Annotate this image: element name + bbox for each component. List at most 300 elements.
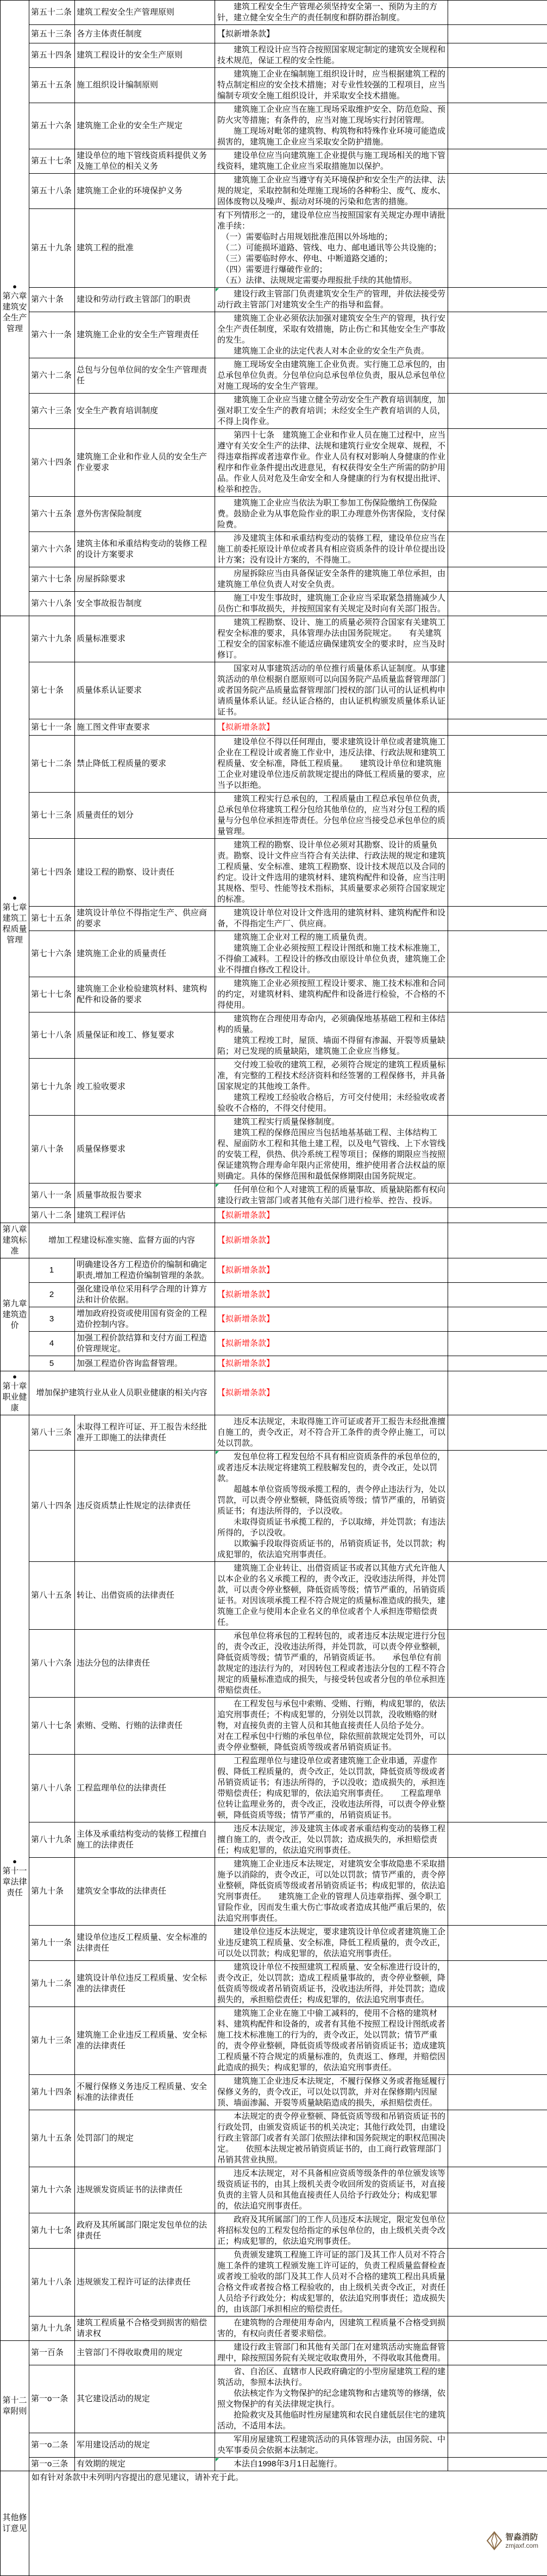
notes-cell — [448, 149, 547, 174]
content-paragraph: 国家对从事建筑活动的单位推行质量体系认证制度。从事建筑活动的单位根据自愿原则可以向国务院产品质量监督管理部门或者国务院产品质量监督管理部门授权的部门认可的认证机构申请质量体系认证。经认证合格的，由认证机构颁发质量体系认证证书。 — [217, 663, 445, 718]
content-paragraph: 省、自治区、直辖市人民政府确定的小型房屋建筑工程的建筑活动，参照本法执行。 — [217, 2366, 445, 2388]
notes-cell — [448, 1012, 547, 1059]
article-content-cell — [215, 1961, 448, 2007]
article-topic-cell: 加强工程造价咨询监督管理。 — [75, 1356, 215, 1371]
notes-cell — [448, 1858, 547, 1926]
article-content-cell — [215, 1116, 448, 1183]
article-number-cell: 第五十六条 — [29, 103, 75, 149]
table-row — [1, 2075, 547, 2110]
article-topic-cell: 施工组织设计编制原则 — [75, 68, 215, 103]
content-paragraph: 有下列情形之一的，建设单位应当按照国家有关规定办理申请批准手续： — [217, 210, 445, 232]
table-row — [1, 1371, 547, 1415]
article-content-cell — [215, 1451, 448, 1562]
article-topic-cell: 不履行保修义务违反工程质量、安全标准的法律责任 — [75, 2075, 215, 2110]
table-row — [1, 977, 547, 1012]
table-row — [1, 1562, 547, 1630]
article-topic-cell: 建筑施工企业的安全生产管理责任 — [75, 312, 215, 358]
article-number-cell: 第六十一条 — [29, 312, 75, 358]
article-topic-cell: 建筑设计单位不得指定生产、供应商的要求 — [75, 907, 215, 931]
article-content-cell — [215, 931, 448, 977]
article-number-cell: 第九十六条 — [29, 2167, 75, 2213]
article-content-cell — [215, 1698, 448, 1755]
table-row — [1, 532, 547, 567]
article-number-cell: 第一o一条 — [29, 2365, 75, 2433]
content-paragraph: 建筑施工企业在编制施工组织设计时，应当根据建筑工程的特点制定相应的安全技术措施；对专业性较强的工程项目，应当编制专项安全施工组织设计，并采取安全技术措施。 — [217, 69, 445, 102]
article-content-cell — [215, 394, 448, 429]
content-paragraph: 【拟新增条款】 — [217, 1338, 445, 1349]
article-topic-cell: 建筑施工企业的环境保护义务 — [75, 174, 215, 209]
notes-cell — [448, 1, 547, 25]
content-paragraph: 【拟新增条款】 — [217, 1235, 445, 1246]
content-paragraph: 建筑工程竣工经验收合格后，方可交付使用；未经验收或者验收不合格的，不得交付使用。 — [217, 1092, 445, 1114]
content-paragraph: 建筑施工企业必须按照工程设计要求、施工技术标准和合同的约定，对建筑材料、建筑构配件和设备进行检验，不合格的不得使用。 — [217, 978, 445, 1011]
content-paragraph: 在工程发包与承包中索贿、受贿、行贿，构成犯罪的，依法追究刑事责任；不构成犯罪的，分别处以罚款，没收贿赂的财物，对直接负责的主管人员和其他直接责任人员给予处分。 对在工程承包中行贿的承包单位，除依照前款规定处罚外，可以责令停业整顿，降低资质等级或者吊销资质证书。 — [217, 1699, 445, 1753]
notes-cell — [448, 2110, 547, 2167]
article-topic-cell: 建设单位违反工程质量、安全标准的法律责任 — [75, 1926, 215, 1961]
article-topic-cell: 建筑工程质量不合格受到损害的赔偿请求权 — [75, 2316, 215, 2341]
article-topic-cell: 禁止降低工程质量的要求 — [75, 736, 215, 793]
article-topic-cell: 质量体系认证要求 — [75, 662, 215, 719]
table-row — [1, 1698, 547, 1755]
content-paragraph: 建筑施工企业的法定代表人对本企业的安全生产负责。 — [217, 346, 445, 357]
content-paragraph: 【拟新增条款】 — [217, 1289, 445, 1300]
content-paragraph: 【拟新增条款】 — [217, 1358, 445, 1369]
table-row — [1, 592, 547, 616]
notes-cell — [448, 1183, 547, 1208]
article-number-cell: 第九十九条 — [29, 2316, 75, 2341]
notes-cell — [448, 394, 547, 429]
table-row — [1, 2365, 547, 2433]
content-paragraph: 建设单位应当向建筑施工企业提供与施工现场相关的地下管线资料，建筑施工企业应当采取措施加以保护。 — [217, 150, 445, 172]
chapter-label: 第七章建筑工程质量管理 — [1, 902, 28, 946]
footer-note: 如有针对条款中未列明内容提出的意见建议，请补充于此。 — [32, 2472, 545, 2483]
watermark-text — [505, 2533, 538, 2549]
table-row — [1, 2249, 547, 2316]
table-row — [1, 1208, 547, 1223]
article-topic-cell: 违反资质禁止性规定的法律责任 — [75, 1451, 215, 1562]
table-row — [1, 1012, 547, 1059]
notes-cell — [448, 1283, 547, 1307]
notes-cell — [448, 2213, 547, 2249]
article-content-cell — [215, 429, 448, 497]
table-row — [1, 719, 547, 736]
article-topic-cell: 建设工程的勘察、设计责任 — [75, 839, 215, 907]
article-topic-cell: 竣工验收要求 — [75, 1059, 215, 1116]
article-content-cell — [215, 312, 448, 358]
article-topic-cell: 质量保证和竣工、修复要求 — [75, 1012, 215, 1059]
notes-cell — [448, 1415, 547, 1451]
article-topic-cell: 违规颁发工程许可证的法律责任 — [75, 2249, 215, 2316]
content-paragraph: 军用房屋建筑工程建筑活动的具体管理办法，由国务院、中央军事委员会依据本法制定。 — [217, 2434, 445, 2456]
article-content-cell — [215, 2458, 448, 2471]
table-row — [1, 103, 547, 149]
table-row — [1, 312, 547, 358]
chapter-label: 第十章职业健康 — [1, 1381, 28, 1414]
notes-cell — [448, 719, 547, 736]
article-content-cell — [215, 2110, 448, 2167]
content-paragraph: 【拟新增条款】 — [217, 1314, 445, 1325]
article-content-cell — [215, 1307, 448, 1332]
article-content-cell — [215, 2167, 448, 2213]
notes-cell — [448, 1208, 547, 1223]
content-paragraph: 建筑工程勘察、设计、施工的质量必须符合国家有关建筑工程安全标准的要求，具体管理办法由国务院规定。 有关建筑工程安全的国家标准不能适应确保建筑安全的要求时，应当及时修订。 — [217, 617, 445, 661]
table-row — [1, 1858, 547, 1926]
footer-content-cell — [29, 2471, 547, 2576]
article-content-cell — [215, 2433, 448, 2458]
article-number-cell: 第六十六条 — [29, 532, 75, 567]
table-row — [1, 1307, 547, 1332]
article-number-cell: 第七十六条 — [29, 931, 75, 977]
article-topic-cell: 处罚部门的规定 — [75, 2110, 215, 2167]
content-paragraph: 本法规定的责令停业整顿、降低资质等级和吊销资质证书的行政处罚，由颁发资质证书的机关决定；其他行政处罚，由建设行政主管部门或者有关部门依照法律和国务院规定的职权范围决定。 依照本法规定被吊销资质证书的，由工商行政管理部门吊销其营业执照。 — [217, 2111, 445, 2166]
article-content-cell — [215, 1822, 448, 1858]
table-row — [1, 2471, 547, 2576]
article-number-cell: 第六十二条 — [29, 358, 75, 394]
content-paragraph: 建设单位不得以任何理由，要求建筑设计单位或者建筑施工企业在工程设计或者施工作业中，违反法律、行政法规和建筑工程质量、安全标准，降低工程质量。 建筑设计单位和建筑施工企业对建设单位违反前款规定提出的降低工程质量的要求，应当予以拒绝。 — [217, 737, 445, 791]
article-number-cell: 第六十九条 — [29, 616, 75, 662]
notes-cell — [448, 907, 547, 931]
content-paragraph: 建筑工程实行质量保修制度。 — [217, 1117, 445, 1128]
content-paragraph: 工程监理单位与建设单位或者建筑施工企业串通，弄虚作假、降低工程质量的，责令改正，处以罚款，降低资质等级或者吊销资质证书；有违法所得的，予以没收；造成损失的，承担连带赔偿责任；构成犯罪的，依法追究刑事责任。 工程监理单位转让监理业务的，责令改正，没收违法所得，可以责令停业整顿，降低资质等级；情节严重的，吊销资质证书。 — [217, 1756, 445, 1821]
article-number-cell: 3 — [29, 1307, 75, 1332]
article-number-cell: 第八十三条 — [29, 1415, 75, 1451]
watermark-name: 智淼消防 — [505, 2533, 538, 2542]
article-number-cell: 第九十四条 — [29, 2075, 75, 2110]
cell-note-marker-icon — [216, 1184, 219, 1187]
table-row — [1, 394, 547, 429]
notes-cell — [448, 1451, 547, 1562]
article-topic-cell: 建筑施工企业违反工程质量、安全标准的法律责任 — [75, 2007, 215, 2075]
content-paragraph: 【拟新增条款】 — [217, 1210, 445, 1221]
content-paragraph: 建筑施工企业转让、出借资质证书或者以其他方式允许他人以本企业的名义承揽工程的，责令改正，没收违法所得，并处罚款，可以责令停业整顿，降低资质等级；情节严重的，吊销资质证书。对因该项承揽工程不符合规定的质量标准造成的损失，建筑施工企业与使用本企业名义的单位或者个人承担连带赔偿责任。 — [217, 1563, 445, 1628]
article-topic-cell: 主管部门不得收取费用的规定 — [75, 2341, 215, 2365]
notes-cell — [448, 2458, 547, 2471]
notes-cell — [448, 839, 547, 907]
article-number-cell: 第七十五条 — [29, 907, 75, 931]
content-paragraph: 违反本法规定，未取得施工许可证或者开工报告未经批准擅自施工的，责令改正，对不符合开工条件的责令停止施工，可以处以罚款。 — [217, 1416, 445, 1449]
notes-cell — [448, 567, 547, 592]
content-paragraph: （四）需要进行爆破作业的； — [217, 264, 445, 275]
article-number-cell: 第五十五条 — [29, 68, 75, 103]
content-paragraph: 建筑工程的勘察、设计单位必须对其勘察、设计的质量负责。勘察、设计文件应当符合有关法律、行政法规的规定和建筑工程质量、安全标准、建筑工程勘察、设计技术规范以及合同的约定。设计文件选用的建筑材料、建筑构配件和设备，应当注明其规格、型号、性能等技术指标，其质量要求必须符合国家规定的标准。 — [217, 840, 445, 905]
table-row — [1, 1223, 547, 1258]
article-content-cell — [215, 1356, 448, 1371]
watermark — [486, 2531, 538, 2550]
content-paragraph: 建筑施工企业应当遵守有关环境保护和安全生产的法律、法规的规定，采取控制和处理施工现场的各种粉尘、废气、废水、固体废物以及噪声、振动对环境的污染和危害的措施。 — [217, 175, 445, 207]
table-row — [1, 567, 547, 592]
content-paragraph: 建筑工程实行总承包的，工程质量由工程总承包单位负责，总承包单位将建筑工程分包给其他单位的，应当对分包工程的质量与分包单位承担连带责任。分包单位应当接受总承包单位的质量管理。 — [217, 794, 445, 837]
chapter-label: 第八章建筑标准 — [1, 1224, 28, 1257]
content-paragraph: （五）法律、法规规定需要办理报批手续的其他情形。 — [217, 275, 445, 286]
article-topic-cell: 加强工程价款结算和支付方面工程造价管理规定。 — [75, 1332, 215, 1356]
content-paragraph: 施工现场安全由建筑施工企业负责。实行施工总承包的，由总承包单位负责。分包单位向总承包单位负责，服从总承包单位对施工现场的安全生产管理。 — [217, 359, 445, 392]
chapter-cell — [1, 616, 29, 1223]
table-row — [1, 174, 547, 209]
content-paragraph: 以欺骗手段取得资质证书的，吊销资质证书，处以罚款；构成犯罪的，依法追究刑事责任。 — [217, 1539, 445, 1560]
notes-cell — [448, 1755, 547, 1822]
article-content-cell — [215, 1258, 448, 1283]
notes-cell — [448, 2075, 547, 2110]
article-content-cell — [215, 1926, 448, 1961]
article-content-cell — [215, 209, 448, 288]
content-paragraph: 建设单位违反本法规定，要求建筑设计单位或者建筑施工企业违反建筑工程质量、安全标准，降低工程质量的，责令改正，可以处以罚款；构成犯罪的，依法追究刑事责任。 — [217, 1927, 445, 1959]
notes-cell — [448, 793, 547, 839]
article-number-cell: 第六十五条 — [29, 497, 75, 532]
article-number-cell: 第八十六条 — [29, 1630, 75, 1698]
article-number-cell: 第五十四条 — [29, 43, 75, 68]
content-paragraph: 【拟新增条款】 — [217, 1388, 445, 1398]
article-content-cell — [215, 43, 448, 68]
footer-chapter-cell — [1, 2471, 29, 2576]
article-number-cell: 第九十二条 — [29, 1961, 75, 2007]
article-number-cell: 第九十一条 — [29, 1926, 75, 1961]
article-content-cell — [215, 1332, 448, 1356]
chapter-cell — [1, 1, 29, 616]
article-number-cell: 第七十三条 — [29, 793, 75, 839]
content-paragraph: 负责颁发建筑工程施工许可证的部门及其工作人员对不符合施工条件的建筑工程颁发施工许可证的，负责工程质量监督检查或者竣工验收的部门及其工作人员对不合格的建筑工程出具质量合格文件或者按合格工程验收的，由上级机关责令改正，对责任人员给予行政处分；构成犯罪的，依法追究刑事责任；造成损失的，由该部门承担相应的赔偿责任。 — [217, 2250, 445, 2315]
notes-cell — [448, 2365, 547, 2433]
content-paragraph: 任何单位和个人对建筑工程的质量事故、质量缺陷都有权向建设行政主管部门或者其他有关部门进行检举、控告、投诉。 — [217, 1185, 445, 1206]
table-row — [1, 68, 547, 103]
article-content-cell — [215, 1283, 448, 1307]
table-row — [1, 839, 547, 907]
article-number-cell: 第八十一条 — [29, 1183, 75, 1208]
content-paragraph: 违反本法规定，对不具备相应资质等级条件的单位颁发该等级资质证书的，由其上级机关责令收回所发的资质证书，对直接负责的主管人员和其他直接责任人员给予行政处分；构成犯罪的，依法追究刑事责任。 — [217, 2168, 445, 2212]
article-topic-cell: 建设和劳动行政主管部门的职责 — [75, 288, 215, 312]
notes-cell — [448, 2167, 547, 2213]
article-number-cell: 第五十八条 — [29, 174, 75, 209]
content-paragraph: 建筑施工企业应当在施工现场采取维护安全、防范危险、预防火灾等措施；有条件的，应当对施工现场实行封闭管理。 — [217, 104, 445, 126]
content-paragraph: （一）需要临时占用规划批准范围以外场地的； — [217, 232, 445, 243]
article-number-cell: 第八十八条 — [29, 1755, 75, 1822]
content-paragraph: 施工现场对毗邻的建筑物、构筑物和特殊作业环境可能造成损害的，建筑施工企业应当采取安全防护措施。 — [217, 126, 445, 148]
content-paragraph: 第四十七条 建筑施工企业和作业人员在施工过程中，应当遵守有关安全生产的法律、法规和建筑行业安全规章、规程，不得违章指挥或者违章作业。作业人员有权对影响人身健康的作业程序和作业条件提出改进意见，有权获得安全生产所需的防护用品。作业人员对危及生命安全和人身健康的行为有权提出批评、检举和控告。 — [217, 430, 445, 495]
notes-cell — [448, 1223, 547, 1258]
article-topic-cell: 明确建设各方工程造价的编制和确定职责,增加工程造价编制管理的条款。 — [75, 1258, 215, 1283]
notes-cell — [448, 2433, 547, 2458]
notes-cell — [448, 2249, 547, 2316]
article-topic-cell: 增加政府投资或使用国有资金的工程造价控制内容。 — [75, 1307, 215, 1332]
table-row — [1, 662, 547, 719]
article-content-cell — [215, 907, 448, 931]
content-paragraph: 建筑施工企业必须依法加强对建筑安全生产的管理，执行安全生产责任制度，采取有效措施，防止伤亡和其他安全生产事故的发生。 — [217, 313, 445, 346]
content-paragraph: 建筑工程设计应当符合按照国家规定制定的建筑安全规程和技术规范，保证工程的安全性能。 — [217, 45, 445, 66]
article-number-cell: 第九十条 — [29, 1858, 75, 1926]
article-topic-cell: 质量责任的划分 — [75, 793, 215, 839]
article-content-cell — [215, 2007, 448, 2075]
merged-topic-cell: 增加保护建筑行业从业人员职业健康的相关内容 — [29, 1371, 215, 1415]
content-paragraph: 建筑施工企业违反本法规定，对建筑安全事故隐患不采取措施予以消除的，责令改正，可以处以罚款；情节严重的，责令停业整顿，降低资质等级或者吊销资质证书；构成犯罪的，依法追究刑事责任。 建筑施工企业的管理人员违章指挥、强令职工冒险作业，因而发生重大伤亡事故或者造成其他严重后果的，依法追究刑事责任。 — [217, 1859, 445, 1924]
article-topic-cell: 建筑工程评估 — [75, 1208, 215, 1223]
article-topic-cell: 安全生产教育培训制度 — [75, 394, 215, 429]
table-row — [1, 1, 547, 25]
article-number-cell: 第五十二条 — [29, 1, 75, 25]
article-topic-cell: 违法分包的法律责任 — [75, 1630, 215, 1698]
cell-note-marker-icon — [216, 288, 219, 292]
article-topic-cell: 建筑施工企业检验建筑材料、建筑构配件和设备的要求 — [75, 977, 215, 1012]
article-content-cell — [215, 1012, 448, 1059]
content-paragraph: 【拟新增条款】 — [217, 29, 445, 40]
article-number-cell: 第六十条 — [29, 288, 75, 312]
article-topic-cell: 安全事故报告制度 — [75, 592, 215, 616]
table-row — [1, 1630, 547, 1698]
notes-cell — [448, 2341, 547, 2365]
article-content-cell — [215, 839, 448, 907]
chapter-cell — [1, 1371, 29, 1415]
chapter-label: 第十一章法律责任 — [1, 1866, 28, 1898]
notes-cell — [448, 25, 547, 43]
article-number-cell: 第七十八条 — [29, 1012, 75, 1059]
article-topic-cell: 索贿、受贿、行贿的法律责任 — [75, 1698, 215, 1755]
article-topic-cell: 未取得工程许可证、开工报告未经批准开工即施工的法律责任 — [75, 1415, 215, 1451]
article-content-cell — [215, 793, 448, 839]
article-content-cell — [215, 288, 448, 312]
content-paragraph: 承包单位将承包的工程转包的，或者违反本法规定进行分包的，责令改正，没收违法所得，并处罚款，可以责令停业整顿，降低资质等级；情节严重的，吊销资质证书。 承包单位有前款规定的违法行为的，对因转包工程或者违法分包的工程不符合规定的质量标准造成的损失，与接受转包或者分包的单位承担连带赔偿责任。 — [217, 1631, 445, 1696]
article-number-cell: 第八十五条 — [29, 1562, 75, 1630]
article-topic-cell: 强化建设单位采用科学合理的计算方法和计价依据。 — [75, 1283, 215, 1307]
table-row — [1, 1059, 547, 1116]
table-row — [1, 1116, 547, 1183]
notes-cell — [448, 931, 547, 977]
table-row — [1, 1451, 547, 1562]
table-row — [1, 1926, 547, 1961]
chapter-label: 第十二章附则 — [1, 2395, 28, 2417]
table-row — [1, 736, 547, 793]
table-row — [1, 25, 547, 43]
table-row — [1, 1755, 547, 1822]
article-content-cell — [215, 2365, 448, 2433]
article-number-cell: 第八十四条 — [29, 1451, 75, 1562]
content-paragraph: 建筑工程安全生产管理必须坚持安全第一、预防为主的方针，建立健全安全生产的责任制度和群防群治制度。 — [217, 2, 445, 23]
article-topic-cell: 质量事故报告要求 — [75, 1183, 215, 1208]
content-paragraph: 超越本单位资质等级承揽工程的，责令停止违法行为，处以罚款，可以责令停业整顿，降低资质等级；情节严重的，吊销资质证书；有违法所得的，予以没收。 — [217, 1484, 445, 1517]
article-topic-cell: 建筑施工企业的安全生产规定 — [75, 103, 215, 149]
article-topic-cell: 质量保修要求 — [75, 1116, 215, 1183]
table-row — [1, 1183, 547, 1208]
article-content-cell — [215, 1415, 448, 1451]
notes-cell — [448, 358, 547, 394]
merged-topic-cell: 增加工程建设标准实施、监督方面的内容 — [29, 1223, 215, 1258]
content-paragraph: 建设行政主管部门和其他有关部门在对建筑活动实施监督管理中，除按照国务院有关规定收取费用外，不得收取其他费用。 — [217, 2342, 445, 2364]
table-row — [1, 1822, 547, 1858]
article-content-cell — [215, 2341, 448, 2365]
article-number-cell: 第七十九条 — [29, 1059, 75, 1116]
article-number-cell: 第五十七条 — [29, 149, 75, 174]
notes-cell — [448, 662, 547, 719]
table-row — [1, 1283, 547, 1307]
article-topic-cell: 其它建设活动的规定 — [75, 2365, 215, 2433]
table-row — [1, 2316, 547, 2341]
article-number-cell: 第八十条 — [29, 1116, 75, 1183]
table-row — [1, 358, 547, 394]
notes-cell — [448, 2316, 547, 2341]
article-number-cell: 第六十四条 — [29, 429, 75, 497]
article-number-cell: 第九十五条 — [29, 2110, 75, 2167]
article-number-cell: 第八十七条 — [29, 1698, 75, 1755]
article-topic-cell: 政府及其所属部门限定发包单位的法律责任 — [75, 2213, 215, 2249]
article-topic-cell: 有效期的规定 — [75, 2458, 215, 2471]
article-content-cell — [215, 497, 448, 532]
watermark-domain: zmjaxf.com — [505, 2542, 538, 2549]
chapter-cell — [1, 2341, 29, 2471]
table-row — [1, 43, 547, 68]
article-number-cell: 第一百条 — [29, 2341, 75, 2365]
article-number-cell: 第五十三条 — [29, 25, 75, 43]
article-content-cell — [215, 1755, 448, 1822]
article-content-cell — [215, 1059, 448, 1116]
notes-cell — [448, 1307, 547, 1332]
article-topic-cell: 各方主体责任制度 — [75, 25, 215, 43]
article-content-cell — [215, 1562, 448, 1630]
table-row — [1, 2167, 547, 2213]
table-row — [1, 2110, 547, 2167]
content-paragraph: 交付竣工验收的建筑工程，必须符合规定的建筑工程质量标准，有完整的工程技术经济资料和经签署的工程保修书，并具备国家规定的其他竣工条件。 — [217, 1060, 445, 1092]
article-number-cell: 第九十七条 — [29, 2213, 75, 2249]
table-row — [1, 907, 547, 931]
content-paragraph: 未取得资质证书承揽工程的，予以取缔，并处罚款；有违法所得的，予以没收。 — [217, 1517, 445, 1539]
table-row — [1, 288, 547, 312]
notes-cell — [448, 616, 547, 662]
law-table-body — [1, 1, 547, 2471]
article-topic-cell: 施工图文件审查要求 — [75, 719, 215, 736]
article-content-cell — [215, 1858, 448, 1926]
content-paragraph: 建筑工程竣工时，屋顶、墙面不得留有渗漏、开裂等质量缺陷；对已发现的质量缺陷，建筑施工企业应当修复。 — [217, 1035, 445, 1057]
chapter-bullet-icon: ● — [1, 894, 28, 902]
article-number-cell: 4 — [29, 1332, 75, 1356]
content-paragraph: 建筑施工企业违反本法规定，不履行保修义务或者拖延履行保修义务的，责令改正，可以处以罚款，并对在保修期内因屋顶、墙面渗漏、开裂等质量缺陷造成的损失，承担赔偿责任。 — [217, 2076, 445, 2109]
article-topic-cell: 总包与分包单位间的安全生产管理责任 — [75, 358, 215, 394]
content-paragraph: 抢险救灾及其他临时性房屋建筑和农民自建低层住宅的建筑活动，不适用本法。 — [217, 2410, 445, 2432]
article-number-cell: 第八十二条 — [29, 1208, 75, 1223]
article-content-cell — [215, 662, 448, 719]
content-paragraph: 建筑工程的保修范围应当包括地基基础工程、主体结构工程、屋面防水工程和其他土建工程，以及电气管线、上下水管线的安装工程，供热、供冷系统工程等项目；保修的期限应当按照保证建筑物合理寿命年限内正常使用，维护使用者合法权益的原则确定。具体的保修范围和最低保修期限由国务院规定。 — [217, 1128, 445, 1182]
table-row — [1, 2007, 547, 2075]
article-content-cell — [215, 1371, 448, 1415]
cell-note-marker-icon — [216, 1451, 219, 1454]
content-paragraph: 建筑物在合理使用寿命内，必须确保地基基础工程和主体结构的质量。 — [217, 1014, 445, 1035]
content-paragraph: 本法自1998年3月1日起施行。 — [217, 2459, 445, 2470]
table-row — [1, 1356, 547, 1371]
article-number-cell: 1 — [29, 1258, 75, 1283]
table-row — [1, 616, 547, 662]
article-content-cell — [215, 592, 448, 616]
content-paragraph: 建筑施工企业应当建立健全劳动安全生产教育培训制度，加强对职工安全生产的教育培训；未经安全生产教育培训的人员，不得上岗作业。 — [217, 395, 445, 427]
notes-cell — [448, 312, 547, 358]
article-content-cell — [215, 25, 448, 43]
article-topic-cell: 建筑安全事故的法律责任 — [75, 1858, 215, 1926]
notes-cell — [448, 1961, 547, 2007]
chapter-cell — [1, 1415, 29, 2341]
article-topic-cell: 建筑工程的批准 — [75, 209, 215, 288]
chapter-bullet-icon: ● — [1, 282, 28, 291]
article-content-cell — [215, 1223, 448, 1258]
table-row — [1, 2458, 547, 2471]
notes-cell — [448, 1698, 547, 1755]
table-row — [1, 931, 547, 977]
article-topic-cell: 质量标准要求 — [75, 616, 215, 662]
table-row — [1, 2433, 547, 2458]
content-paragraph: 建筑设计单位对设计文件选用的建筑材料、建筑构配件和设备，不得指定生产厂、供应商。 — [217, 908, 445, 929]
article-topic-cell: 建筑设计单位违反工程质量、安全标准的法律责任 — [75, 1961, 215, 2007]
table-row — [1, 429, 547, 497]
article-content-cell — [215, 2316, 448, 2341]
content-paragraph: 【拟新增条款】 — [217, 1265, 445, 1276]
article-content-cell — [215, 616, 448, 662]
content-paragraph: 建筑施工企业对工程的施工质量负责。 — [217, 932, 445, 943]
content-paragraph: 建设行政主管部门负责建筑安全生产的管理，并依法接受劳动行政主管部门对建筑安全生产的指导和监督。 — [217, 289, 445, 311]
content-paragraph: 建筑施工企业必须按照工程设计图纸和施工技术标准施工，不得偷工减料。工程设计的修改由原设计单位负责，建筑施工企业不得擅自修改工程设计。 — [217, 943, 445, 976]
article-content-cell — [215, 719, 448, 736]
